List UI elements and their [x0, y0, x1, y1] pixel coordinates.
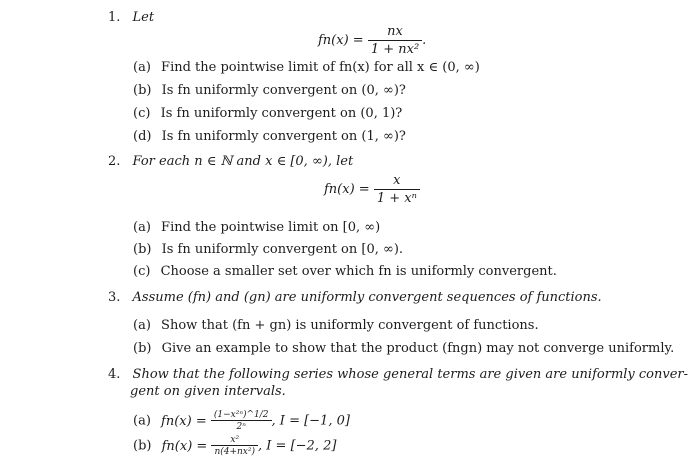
problem-4a-denominator: 2ⁿ — [211, 420, 272, 432]
part-lhs: fn(x) = — [161, 438, 208, 454]
problem-3-intro: Assume (fn) and (gn) are uniformly convergent sequences of functions. — [132, 290, 602, 305]
part-text: Is fn uniformly convergent on (1, ∞)? — [161, 129, 406, 144]
problem-1-numerator: nx — [387, 24, 403, 39]
problem-1-intro: Let — [132, 10, 155, 25]
problem-2-part-b — [133, 242, 403, 257]
part-text: Give an example to show that the product (fngn) may not converge uniformly. — [161, 341, 675, 356]
problem-4b-denominator: n(4+nx²) — [211, 445, 258, 457]
part-label: (d) — [133, 129, 152, 144]
part-label: (a) — [133, 60, 151, 75]
part-label: (b) — [133, 438, 152, 454]
problem-4b-interval: , I = [−2, 2] — [258, 438, 337, 454]
part-text: Choose a smaller set over which fn is uniformly convergent. — [160, 264, 557, 279]
part-label: (b) — [133, 341, 152, 356]
problem-1-formula-trail: . — [422, 33, 427, 48]
problem-4b-fraction — [211, 435, 258, 457]
part-label: (a) — [133, 413, 151, 429]
problem-4b-numerator: x² — [230, 435, 240, 445]
part-text: Is fn uniformly convergent on [0, ∞). — [161, 242, 404, 257]
problem-1-denominator: 1 + nx² — [368, 40, 422, 57]
problem-4-number: 4. — [108, 367, 121, 382]
problem-4-intro-line1: Show that the following series whose general terms are given are uniformly conver- — [132, 367, 689, 382]
part-text: Show that (fn + gn) is uniformly convergent of functions. — [161, 318, 539, 333]
problem-2-formula-lhs: fn(x) = — [324, 182, 370, 197]
problem-3-part-b — [133, 341, 674, 356]
part-label: (b) — [133, 83, 152, 98]
problem-2-number: 2. — [108, 154, 121, 169]
part-lhs: fn(x) = — [161, 413, 207, 429]
part-label: (c) — [133, 264, 151, 279]
problem-2-fraction — [374, 173, 420, 206]
part-label: (b) — [133, 242, 152, 257]
problem-4-part-b — [133, 435, 336, 457]
problem-1-header — [108, 10, 154, 25]
problem-1-formula — [318, 24, 426, 57]
problem-3-part-a — [133, 318, 539, 333]
part-label: (a) — [133, 318, 151, 333]
problem-1-fraction — [368, 24, 422, 57]
problem-1-number: 1. — [108, 10, 121, 25]
problem-4-part-a — [133, 410, 350, 432]
part-text: Find the pointwise limit on [0, ∞) — [161, 220, 381, 235]
problem-3-number: 3. — [108, 290, 121, 305]
problem-1-part-a — [133, 60, 480, 75]
part-label: (a) — [133, 220, 151, 235]
problem-1-part-d — [133, 129, 406, 144]
problem-3-header — [108, 290, 602, 305]
problem-2-intro: For each n ∈ ℕ and x ∈ [0, ∞), let — [132, 154, 354, 169]
problem-2-part-c — [133, 264, 557, 279]
part-text: Find the pointwise limit of fn(x) for all x ∈ (0, ∞) — [161, 60, 480, 75]
problem-2-part-a — [133, 220, 380, 235]
problem-2-numerator: x — [393, 173, 401, 188]
part-text: Is fn uniformly convergent on (0, 1)? — [160, 106, 403, 121]
problem-1-formula-lhs: fn(x) = — [318, 33, 364, 48]
problem-1-part-c — [133, 106, 402, 121]
problem-4a-interval: , I = [−1, 0] — [271, 413, 350, 429]
problem-2-denominator: 1 + xⁿ — [374, 189, 420, 206]
part-text: Is fn uniformly convergent on (0, ∞)? — [161, 83, 406, 98]
problem-1-part-b — [133, 83, 406, 98]
problem-4a-fraction — [211, 410, 272, 432]
problem-2-header — [108, 154, 353, 169]
problem-2-formula — [324, 173, 420, 206]
problem-4-header — [108, 367, 688, 382]
problem-4a-numerator: (1−x²ⁿ)^1/2 — [213, 410, 269, 420]
part-label: (c) — [133, 106, 151, 121]
problem-4-intro-line2: gent on given intervals. — [130, 384, 286, 399]
